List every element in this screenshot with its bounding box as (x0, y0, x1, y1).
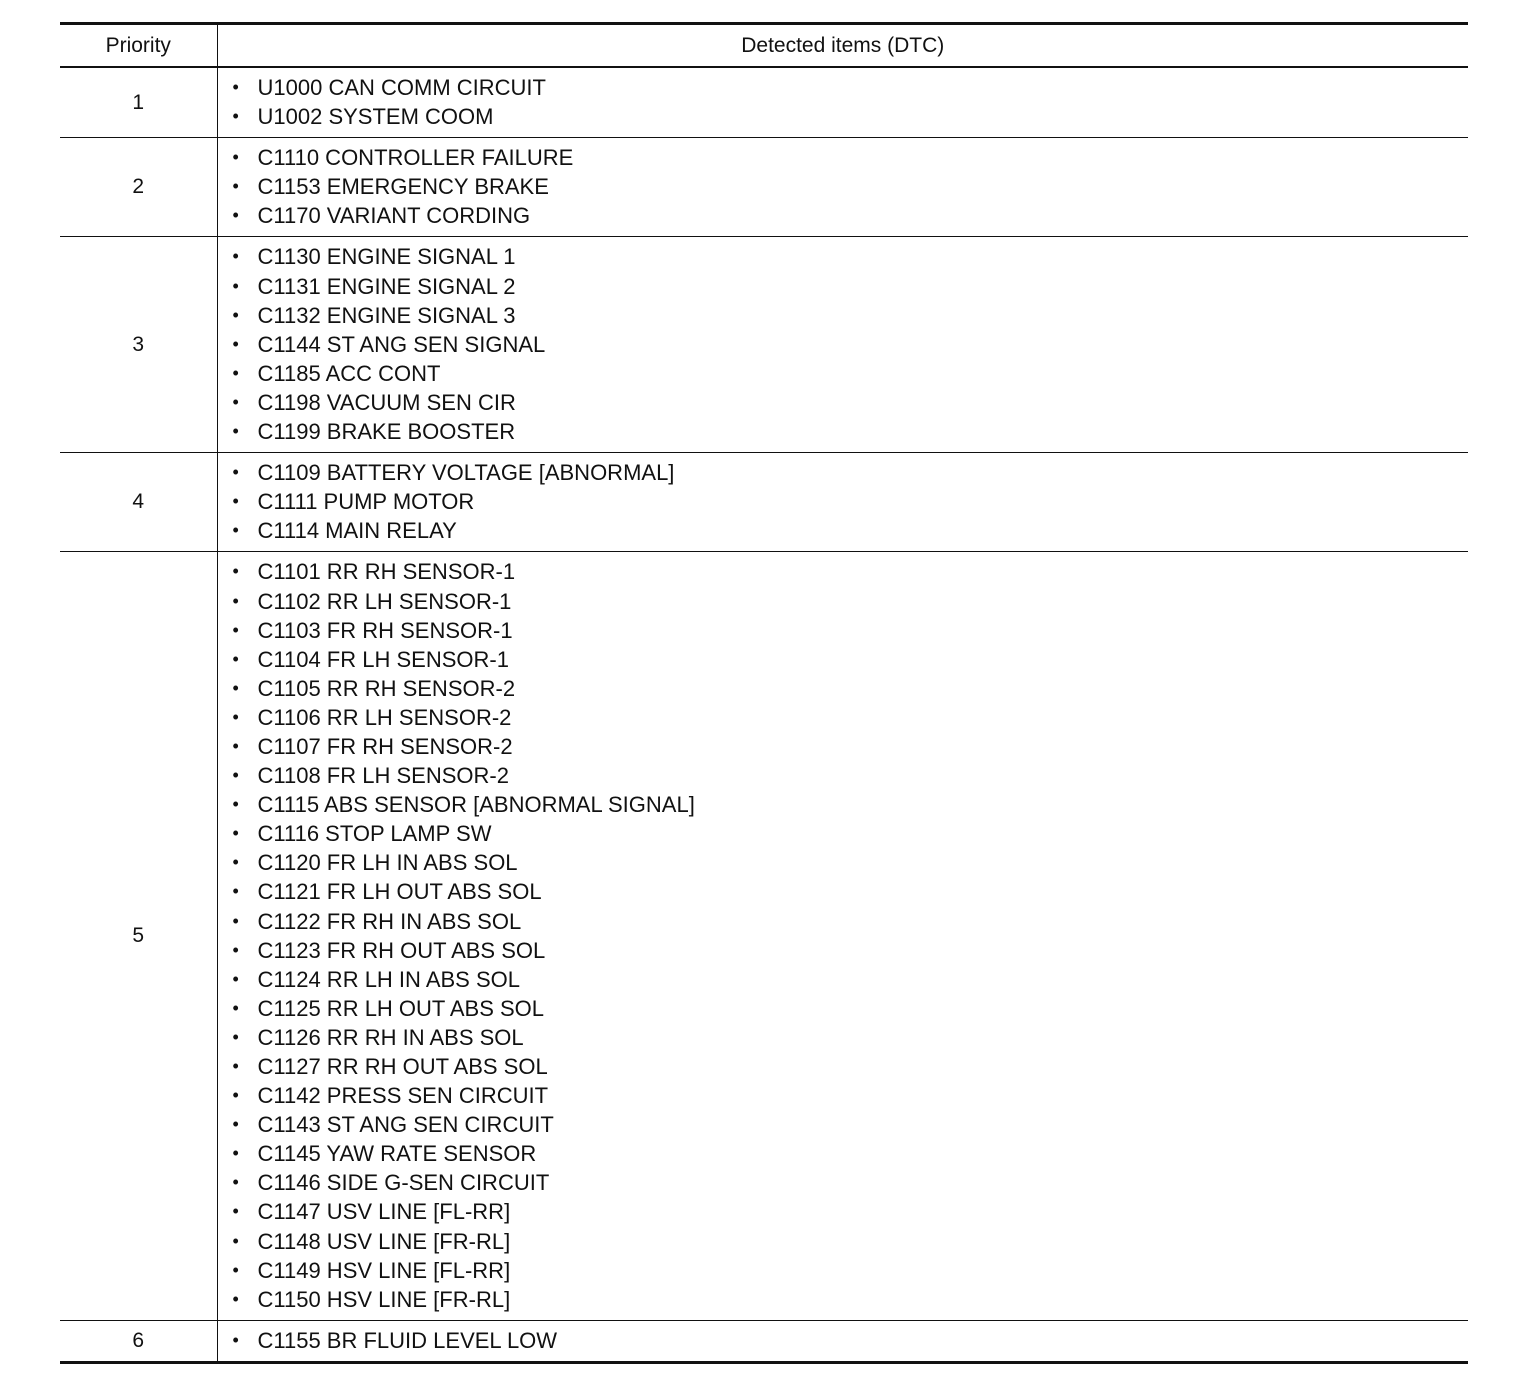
bullet-icon: • (232, 735, 239, 756)
list-item (218, 172, 1469, 201)
bullet-icon: • (232, 1172, 239, 1193)
dtc-item-text: C1122 FR RH IN ABS SOL (257, 908, 522, 934)
bullet-icon: • (232, 520, 239, 541)
bullet-icon: • (232, 706, 239, 727)
dtc-item-text: C1107 FR RH SENSOR-2 (257, 733, 513, 759)
bullet-icon: • (232, 1143, 239, 1164)
bullet-icon: • (232, 421, 239, 442)
bullet-icon: • (232, 823, 239, 844)
list-item (218, 994, 1469, 1023)
bullet-icon: • (232, 147, 239, 168)
list-item (218, 645, 1469, 674)
dtc-item-text: C1127 RR RH OUT ABS SOL (257, 1054, 548, 1079)
list-item (218, 819, 1469, 848)
list-item (218, 1023, 1469, 1052)
table-row (60, 552, 1468, 1320)
list-item (218, 102, 1469, 131)
bullet-icon: • (232, 648, 239, 669)
list-item (218, 301, 1469, 330)
list-item (218, 242, 1469, 271)
list-item (218, 877, 1469, 906)
priority-cell: 6 (60, 1320, 217, 1362)
bullet-icon: • (232, 1085, 239, 1106)
bullet-icon: • (232, 333, 239, 354)
list-item (218, 1081, 1469, 1110)
dtc-item-text: C1121 FR LH OUT ABS SOL (257, 879, 542, 905)
dtc-list (218, 1321, 1469, 1361)
dtc-item-text: C1150 HSV LINE [FR-RL] (257, 1286, 511, 1312)
dtc-list (218, 552, 1469, 1319)
bullet-icon: • (232, 852, 239, 873)
bullet-icon: • (232, 765, 239, 786)
dtc-item-text: C1146 SIDE G-SEN CIRCUIT (257, 1170, 550, 1196)
dtc-list (218, 138, 1469, 236)
bullet-icon: • (232, 677, 239, 698)
dtc-item-text: C1104 FR LH SENSOR-1 (257, 646, 509, 672)
dtc-list (218, 237, 1469, 452)
dtc-item-text: C1101 RR RH SENSOR-1 (257, 559, 516, 585)
dtc-item-text: C1114 MAIN RELAY (257, 518, 457, 544)
dtc-item-text: C1185 ACC CONT (257, 360, 441, 386)
priority-cell: 3 (60, 237, 217, 453)
list-item (218, 790, 1469, 819)
list-item (218, 965, 1469, 994)
table-row (60, 1320, 1468, 1362)
bullet-icon: • (232, 794, 239, 815)
dtc-item-text: C1144 ST ANG SEN SIGNAL (257, 331, 546, 357)
table-body (60, 67, 1468, 1362)
list-item (218, 1139, 1469, 1168)
priority-column-header: Priority (60, 24, 217, 68)
list-item (218, 1227, 1469, 1256)
bullet-icon: • (232, 275, 239, 296)
bullet-icon: • (232, 997, 239, 1018)
detected-items-cell (217, 1320, 1468, 1362)
list-item (218, 616, 1469, 645)
bullet-icon: • (232, 1288, 239, 1309)
list-item (218, 1285, 1469, 1314)
list-item (218, 761, 1469, 790)
bullet-icon: • (232, 561, 239, 582)
bullet-icon: • (232, 910, 239, 931)
dtc-item-text: C1123 FR RH OUT ABS SOL (257, 937, 546, 963)
dtc-item-text: C1126 RR RH IN ABS SOL (257, 1024, 524, 1050)
list-item (218, 936, 1469, 965)
dtc-item-text: C1143 ST ANG SEN CIRCUIT (257, 1112, 554, 1138)
bullet-icon: • (232, 968, 239, 989)
bullet-icon: • (232, 391, 239, 412)
detected-items-cell (217, 237, 1468, 453)
list-item (218, 703, 1469, 732)
dtc-item-text: C1108 FR LH SENSOR-2 (257, 763, 509, 789)
dtc-item-text: C1109 BATTERY VOLTAGE [ABNORMAL] (257, 460, 675, 486)
list-item (218, 487, 1469, 516)
dtc-item-text: C1103 FR RH SENSOR-1 (257, 617, 513, 643)
bullet-icon: • (232, 881, 239, 902)
bullet-icon: • (232, 304, 239, 325)
priority-cell: 5 (60, 552, 217, 1320)
dtc-item-text: C1199 BRAKE BOOSTER (257, 419, 516, 445)
dtc-list (218, 68, 1469, 137)
list-item (218, 359, 1469, 388)
detected-items-column-header: Detected items (DTC) (217, 24, 1468, 68)
dtc-item-text: C1105 RR RH SENSOR-2 (257, 675, 516, 701)
bullet-icon: • (232, 1329, 239, 1350)
dtc-item-text: C1102 RR LH SENSOR-1 (257, 588, 512, 614)
bullet-icon: • (232, 462, 239, 483)
detected-items-cell (217, 67, 1468, 138)
dtc-item-text: C1155 BR FLUID LEVEL LOW (257, 1327, 558, 1353)
detected-items-cell (217, 138, 1468, 237)
list-item (218, 1256, 1469, 1285)
dtc-item-text: C1115 ABS SENSOR [ABNORMAL SIGNAL] (257, 792, 695, 818)
dtc-item-text: C1145 YAW RATE SENSOR (257, 1141, 537, 1167)
dtc-item-text: C1130 ENGINE SIGNAL 1 (257, 244, 516, 270)
list-item (218, 143, 1469, 172)
detected-items-cell (217, 552, 1468, 1320)
list-item (218, 516, 1469, 545)
bullet-icon: • (232, 1201, 239, 1222)
priority-cell: 2 (60, 138, 217, 237)
priority-cell: 1 (60, 67, 217, 138)
dtc-item-text: C1125 RR LH OUT ABS SOL (257, 995, 545, 1021)
dtc-item-text: C1170 VARIANT CORDING (257, 203, 531, 229)
list-item (218, 73, 1469, 102)
dtc-item-text: C1148 USV LINE [FR-RL] (257, 1228, 511, 1254)
dtc-item-text: C1131 ENGINE SIGNAL 2 (257, 273, 516, 299)
list-item (218, 907, 1469, 936)
list-item (218, 587, 1469, 616)
bullet-icon: • (232, 106, 239, 127)
dtc-item-text: C1124 RR LH IN ABS SOL (257, 966, 520, 992)
bullet-icon: • (232, 1230, 239, 1251)
bullet-icon: • (232, 491, 239, 512)
bullet-icon: • (232, 939, 239, 960)
list-item (218, 458, 1469, 487)
priority-cell: 4 (60, 453, 217, 552)
dtc-priority-table-wrapper (60, 22, 1468, 1364)
list-item (218, 732, 1469, 761)
list-item (218, 417, 1469, 446)
table-row (60, 237, 1468, 453)
detected-items-cell (217, 453, 1468, 552)
dtc-item-text: C1198 VACUUM SEN CIR (257, 389, 516, 415)
list-item (218, 330, 1469, 359)
list-item (218, 1326, 1469, 1355)
bullet-icon: • (232, 1056, 239, 1076)
bullet-icon: • (232, 1114, 239, 1135)
dtc-item-text: C1147 USV LINE [FL-RR] (257, 1199, 511, 1225)
bullet-icon: • (232, 590, 239, 611)
dtc-item-text: U1000 CAN COMM CIRCUIT (257, 75, 546, 100)
dtc-item-text: C1111 PUMP MOTOR (257, 489, 475, 515)
list-item (218, 1168, 1469, 1197)
dtc-item-text: C1142 PRESS SEN CIRCUIT (257, 1083, 549, 1109)
bullet-icon: • (232, 619, 239, 640)
list-item (218, 388, 1469, 417)
list-item (218, 557, 1469, 586)
bullet-icon: • (232, 77, 239, 97)
list-item (218, 1197, 1469, 1226)
dtc-item-text: U1002 SYSTEM COOM (257, 104, 494, 130)
dtc-item-text: C1132 ENGINE SIGNAL 3 (257, 302, 516, 328)
dtc-item-text: C1116 STOP LAMP SW (257, 821, 492, 847)
list-item (218, 1052, 1469, 1081)
bullet-icon: • (232, 246, 239, 267)
dtc-item-text: C1149 HSV LINE [FL-RR] (257, 1257, 511, 1283)
list-item (218, 272, 1469, 301)
bullet-icon: • (232, 1259, 239, 1280)
bullet-icon: • (232, 1026, 239, 1047)
header-row (60, 24, 1468, 68)
bullet-icon: • (232, 205, 239, 226)
dtc-item-text: C1106 RR LH SENSOR-2 (257, 704, 512, 730)
table-row (60, 67, 1468, 138)
bullet-icon: • (232, 362, 239, 383)
table-row (60, 453, 1468, 552)
dtc-list (218, 453, 1469, 551)
bullet-icon: • (232, 176, 239, 197)
table-row (60, 138, 1468, 237)
list-item (218, 674, 1469, 703)
dtc-priority-table (60, 22, 1468, 1364)
dtc-item-text: C1153 EMERGENCY BRAKE (257, 174, 549, 200)
list-item (218, 201, 1469, 230)
list-item (218, 848, 1469, 877)
dtc-item-text: C1120 FR LH IN ABS SOL (257, 850, 518, 876)
list-item (218, 1110, 1469, 1139)
dtc-item-text: C1110 CONTROLLER FAILURE (257, 145, 574, 171)
